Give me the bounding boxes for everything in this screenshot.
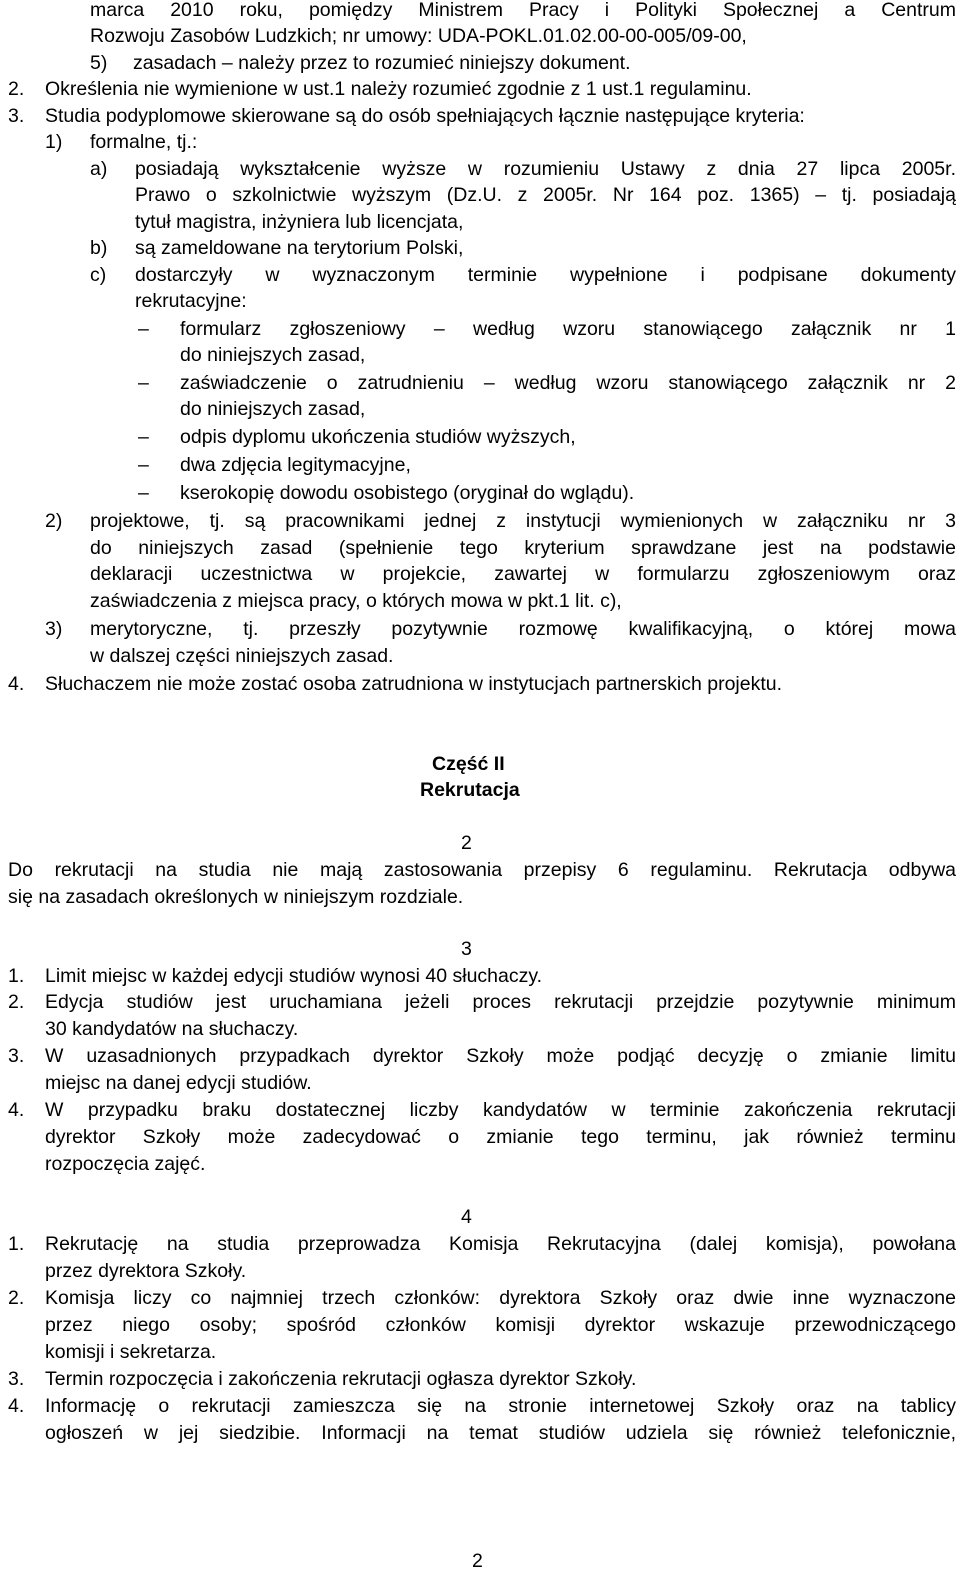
line-text: komisji i sekretarza. bbox=[45, 1341, 217, 1363]
dash-bullet-icon: – bbox=[138, 318, 149, 340]
line-text: Prawo o szkolnictwie wyższym (Dz.U. z 2005r. Nr 164 poz. 1365) – tj. posiadają bbox=[135, 184, 956, 206]
line-text: przez dyrektora Szkoły. bbox=[45, 1260, 247, 1282]
line-text: ogłoszeń w jej siedzibie. Informacji na temat studiów udziela się również telefonicznie, bbox=[45, 1422, 956, 1444]
list-number: 3. bbox=[8, 1045, 25, 1067]
line-text: kserokopię dowodu osobistego (oryginał do wglądu). bbox=[180, 482, 635, 504]
line-text: deklaracji uczestnictwa w projekcie, zawartej w formularzu zgłoszeniowym oraz bbox=[90, 563, 956, 585]
dash-bullet-icon: – bbox=[138, 372, 149, 394]
line-text: w dalszej części niniejszych zasad. bbox=[90, 645, 394, 667]
line-text: projektowe, tj. są pracownikami jednej z instytucji wymienionych w załączniku nr 3 bbox=[90, 510, 956, 532]
dash-bullet-icon: – bbox=[138, 482, 149, 504]
line-text: merytoryczne, tj. przeszły pozytywnie rozmowę kwalifikacyjną, o której mowa bbox=[90, 618, 956, 640]
line-text: Rekrutację na studia przeprowadza Komisja Rekrutacyjna (dalej komisja), powołana bbox=[45, 1233, 956, 1255]
line-text: przez niego osoby; spośród członków komisji dyrektor wskazuje przewodniczącego bbox=[45, 1314, 956, 1336]
line-text: miejsc na danej edycji studiów. bbox=[45, 1072, 312, 1094]
line-text: dostarczyły w wyznaczonym terminie wypełnione i podpisane dokumenty bbox=[135, 264, 956, 286]
line-text: zaświadczenia z miejsca pracy, o których mowa w pkt.1 lit. c), bbox=[90, 590, 622, 612]
line-text: Słuchaczem nie może zostać osoba zatrudniona w instytucjach partnerskich projektu. bbox=[45, 673, 783, 695]
line-text: Edycja studiów jest uruchamiana jeżeli proces rekrutacji przejdzie pozytywnie minimum bbox=[45, 991, 956, 1013]
line-text: 2 bbox=[472, 1550, 483, 1572]
line-text: do niniejszych zasad, bbox=[180, 398, 366, 420]
line-text: Termin rozpoczęcia i zakończenia rekrutacji ogłasza dyrektor Szkoły. bbox=[45, 1368, 637, 1390]
list-number: 1. bbox=[8, 965, 25, 987]
line-text: do niniejszych zasad (spełnienie tego kryterium sprawdzane jest na podstawie bbox=[90, 537, 956, 559]
line-text: Studia podyplomowe skierowane są do osób spełniających łącznie następujące kryteria: bbox=[45, 105, 805, 127]
line-text: W przypadku braku dostatecznej liczby kandydatów w terminie zakończenia rekrutacji bbox=[45, 1099, 956, 1121]
line-text: posiadają wykształcenie wyższe w rozumieniu Ustawy z dnia 27 lipca 2005r. bbox=[135, 158, 956, 180]
list-number: c) bbox=[90, 264, 107, 286]
line-text: zaświadczenie o zatrudnieniu – według wzoru stanowiącego załącznik nr 2 bbox=[180, 372, 956, 394]
line-text: rozpoczęcia zajęć. bbox=[45, 1153, 206, 1175]
line-text: Część II bbox=[432, 753, 505, 775]
line-text: odpis dyplomu ukończenia studiów wyższych, bbox=[180, 426, 576, 448]
list-number: 4. bbox=[8, 1099, 25, 1121]
dash-bullet-icon: – bbox=[138, 454, 149, 476]
line-text: Rekrutacja bbox=[420, 779, 520, 801]
line-text: W uzasadnionych przypadkach dyrektor Szkoły może podjąć decyzję o zmianie limitu bbox=[45, 1045, 956, 1067]
list-number: 2. bbox=[8, 1287, 25, 1309]
line-text: formalne, tj.: bbox=[90, 131, 198, 153]
line-text: Limit miejsc w każdej edycji studiów wynosi 40 słuchaczy. bbox=[45, 965, 543, 987]
list-number: 3. bbox=[8, 105, 25, 127]
list-number: a) bbox=[90, 158, 108, 180]
line-text: zasadach – należy przez to rozumieć niniejszy dokument. bbox=[133, 52, 631, 74]
list-number: 4. bbox=[8, 1395, 25, 1417]
line-text: Komisja liczy co najmniej trzech członków: dyrektora Szkoły oraz dwie inne wyznaczone bbox=[45, 1287, 956, 1309]
list-number: 5) bbox=[90, 52, 108, 74]
list-number: b) bbox=[90, 237, 108, 259]
list-number: 2. bbox=[8, 78, 25, 100]
line-text: 3 bbox=[461, 938, 472, 960]
line-text: do niniejszych zasad, bbox=[180, 344, 366, 366]
list-number: 2. bbox=[8, 991, 25, 1013]
line-text: dyrektor Szkoły może zadecydować o zmianie tego terminu, jak również terminu bbox=[45, 1126, 956, 1148]
line-text: się na zasadach określonych w niniejszym rozdziale. bbox=[8, 886, 464, 908]
list-number: 2) bbox=[45, 510, 63, 532]
line-text: tytuł magistra, inżyniera lub licencjata, bbox=[135, 211, 464, 233]
line-text: dwa zdjęcia legitymacyjne, bbox=[180, 454, 411, 476]
line-text: rekrutacyjne: bbox=[135, 290, 247, 312]
line-text: 4 bbox=[461, 1206, 472, 1228]
line-text: Informację o rekrutacji zamieszcza się na stronie internetowej Szkoły oraz na tablicy bbox=[45, 1395, 956, 1417]
list-number: 1) bbox=[45, 131, 63, 153]
line-text: formularz zgłoszeniowy – według wzoru stanowiącego załącznik nr 1 bbox=[180, 318, 956, 340]
line-text: Określenia nie wymienione w ust.1 należy rozumieć zgodnie z 1 ust.1 regulaminu. bbox=[45, 78, 752, 100]
list-number: 3. bbox=[8, 1368, 25, 1390]
dash-bullet-icon: – bbox=[138, 426, 149, 448]
line-text: są zameldowane na terytorium Polski, bbox=[135, 237, 464, 259]
line-text: Do rekrutacji na studia nie mają zastosowania przepisy 6 regulaminu. Rekrutacja odbywa bbox=[8, 859, 956, 881]
line-text: 30 kandydatów na słuchaczy. bbox=[45, 1018, 299, 1040]
line-text: Rozwoju Zasobów Ludzkich; nr umowy: UDA-POKL.01.02.00-00-005/09-00, bbox=[90, 25, 747, 47]
list-number: 3) bbox=[45, 618, 63, 640]
line-text: 2 bbox=[461, 832, 472, 854]
list-number: 1. bbox=[8, 1233, 25, 1255]
list-number: 4. bbox=[8, 673, 25, 695]
line-text: marca 2010 roku, pomiędzy Ministrem Pracy i Polityki Społecznej a Centrum bbox=[90, 0, 956, 21]
